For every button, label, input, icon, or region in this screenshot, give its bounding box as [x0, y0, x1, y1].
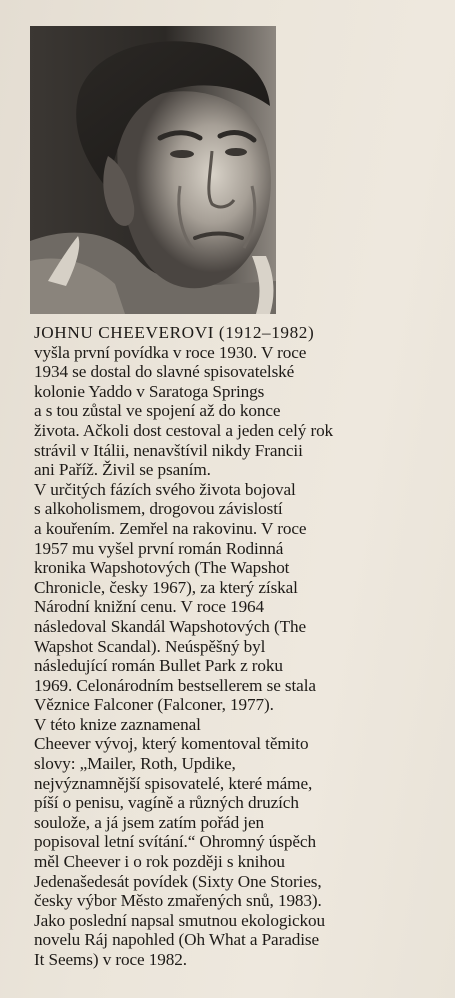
bio-line: Národní knižní cenu. V roce 1964	[34, 597, 265, 617]
bio-line: a s tou zůstal ve spojení až do konce	[34, 401, 281, 421]
bio-line: popisoval letní svítání.“ Ohromný úspěch	[34, 832, 316, 852]
bio-line: Jako poslední napsal smutnou ekologickou	[34, 910, 326, 930]
bio-line: česky výbor Město zmařených snů, 1983).	[34, 891, 322, 911]
bio-line: novelu Ráj napohled (Oh What a Paradise	[34, 930, 320, 950]
author-photo	[30, 26, 276, 314]
bio-line: píší o penisu, vagíně a různých druzích	[34, 793, 299, 813]
bio-line: ani Paříž. Živil se psaním.	[34, 460, 211, 480]
bio-line: Chronicle, česky 1967), za který získal	[34, 577, 298, 597]
bio-line: života. Ačkoli dost cestoval a jeden celý rok	[34, 420, 334, 440]
bio-line: strávil v Itálii, nenavštívil nikdy Francii	[34, 440, 303, 460]
bio-line: Jedenašedesát povídek (Sixty One Stories,	[34, 871, 322, 891]
bio-line: nejvýznamnější spisovatelé, které máme,	[34, 773, 313, 793]
bio-line: Cheever vývoj, který komentoval těmito	[34, 734, 309, 754]
bio-line: následoval Skandál Wapshotových (The	[34, 616, 307, 636]
bio-line: měl Cheever i o rok později s knihou	[34, 852, 285, 872]
bio-line: 1934 se dostal do slavné spisovatelské	[34, 362, 295, 382]
bio-line: V určitých fázích svého života bojoval	[34, 479, 296, 499]
bio-line: JOHNU CHEEVEROVI (1912–1982)	[34, 323, 315, 342]
bio-line: 1969. Celonárodním bestsellerem se stala	[34, 675, 316, 695]
bio-line: V této knize zaznamenal	[34, 714, 201, 734]
bio-line: 1957 mu vyšel první román Rodinná	[34, 538, 284, 558]
bio-line: následující román Bullet Park z roku	[34, 656, 283, 676]
author-portrait-icon	[30, 26, 276, 314]
bio-line: s alkoholismem, drogovou závislostí	[34, 499, 283, 519]
author-biography	[34, 323, 434, 970]
bio-line: soulože, a já jsem zatím pořád jen	[34, 812, 264, 832]
bio-line: a kouřením. Zemřel na rakovinu. V roce	[34, 518, 307, 538]
bio-line: vyšla první povídka v roce 1930. V roce	[34, 342, 307, 362]
bio-line: Věznice Falconer (Falconer, 1977).	[34, 695, 274, 715]
bio-line: kolonie Yaddo v Saratoga Springs	[34, 381, 265, 401]
bio-line: kronika Wapshotových (The Wapshot	[34, 558, 290, 578]
bio-line: slovy: „Mailer, Roth, Updike,	[34, 754, 236, 774]
bio-line: Wapshot Scandal). Neúspěšný byl	[34, 636, 266, 656]
bio-line: It Seems) v roce 1982.	[34, 950, 187, 969]
